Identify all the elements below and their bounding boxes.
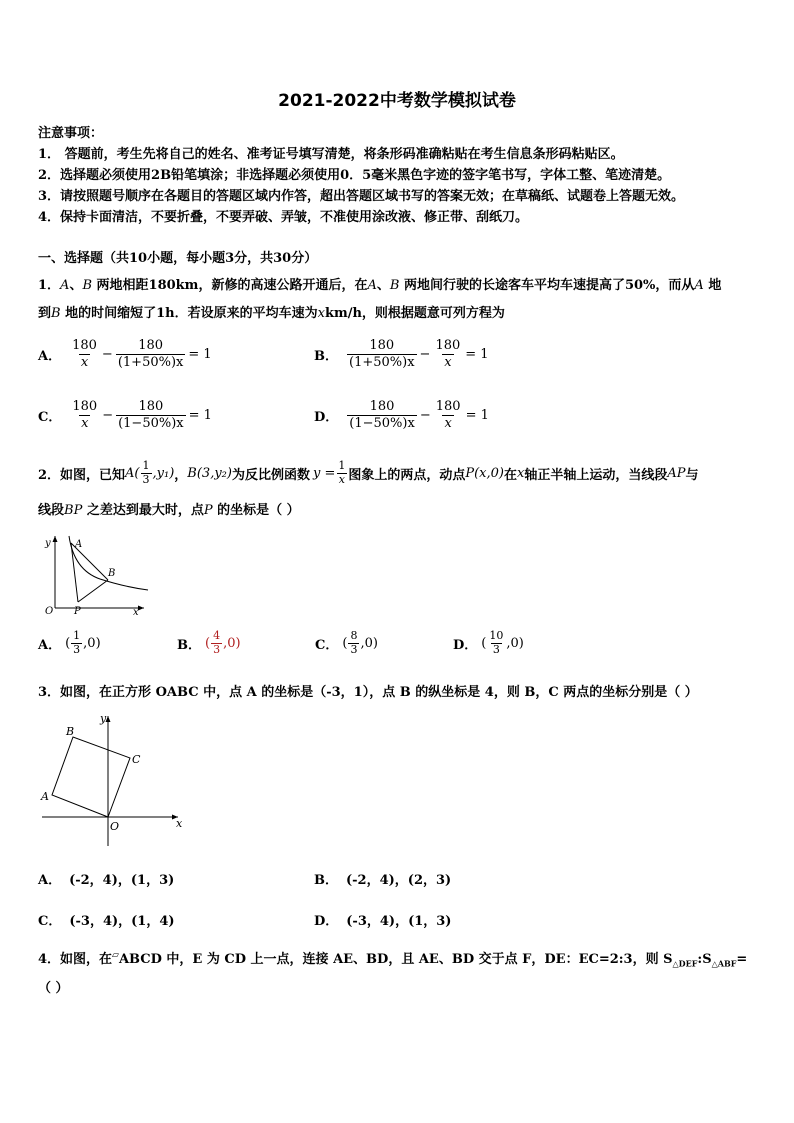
q1-point-a: A bbox=[367, 278, 377, 293]
q1-variable-x: x bbox=[317, 306, 325, 321]
rhs: = 1 bbox=[465, 408, 489, 424]
option-label: B． bbox=[314, 349, 338, 365]
option-label: A． bbox=[38, 349, 62, 365]
denominator: (1+50%)x bbox=[117, 355, 184, 371]
q4-text-line1 bbox=[38, 948, 747, 969]
option-text: (-3，4)，(1，3) bbox=[346, 914, 452, 929]
q2-text-part: 线段 bbox=[38, 503, 65, 518]
point-value: ( $\frac{1}{3}$ ,0) bbox=[65, 629, 101, 656]
fraction bbox=[116, 399, 186, 433]
numerator: 180 bbox=[72, 399, 98, 414]
label-x: x bbox=[176, 817, 183, 830]
label-p: P bbox=[74, 606, 81, 617]
numerator: 180 bbox=[72, 338, 97, 353]
q3-text: 3．如图，在正方形 OABC 中，点 A 的坐标是（-3，1），点 B 的纵坐标是 4，则 B，C 两点的坐标分别是（ ） bbox=[38, 685, 698, 700]
option-label: D． bbox=[453, 637, 478, 653]
label-a: A bbox=[41, 790, 49, 803]
fraction bbox=[348, 630, 359, 656]
q2-text-part: 的坐标是（ ） bbox=[212, 503, 300, 518]
q2-option-c[interactable] bbox=[315, 630, 378, 656]
q4-text-line2: （ ） bbox=[38, 981, 69, 996]
label-c: C bbox=[132, 753, 141, 766]
q1-point-b: B bbox=[51, 306, 61, 321]
q2-segment-ap: AP bbox=[667, 465, 686, 481]
fraction bbox=[347, 338, 417, 372]
option-label: B． bbox=[314, 873, 338, 888]
q3-option-c[interactable] bbox=[38, 910, 175, 929]
q1-option-c[interactable] bbox=[38, 399, 214, 433]
y-axis-arrow bbox=[53, 536, 58, 542]
q2-text-part: 与 bbox=[685, 467, 699, 483]
label-y: y bbox=[45, 538, 51, 549]
label-y: y bbox=[100, 712, 107, 725]
equation: $\frac{180}{(1+50\%)x}$ − $\frac{180}{x}$ = 1 bbox=[349, 338, 489, 371]
q2-function-lhs: y = bbox=[312, 465, 336, 481]
point-value: ( $\frac{8}{3}$ ,0) bbox=[342, 629, 378, 656]
numerator: 180 bbox=[138, 338, 164, 353]
q3-figure bbox=[36, 710, 188, 850]
q1-text-part: 两地相距180km，新修的高速公路开通后，在 bbox=[92, 278, 368, 293]
q2-text-part: 图象上的两点，动点 bbox=[348, 467, 466, 483]
rhs: = 1 bbox=[188, 347, 212, 363]
q1-option-b[interactable] bbox=[314, 338, 491, 372]
q1-option-d[interactable] bbox=[314, 399, 491, 433]
q3-option-d[interactable] bbox=[314, 910, 451, 929]
label-b: B bbox=[66, 725, 75, 738]
label-a: A bbox=[75, 539, 83, 550]
numerator: 180 bbox=[435, 338, 461, 353]
q2-option-a[interactable] bbox=[38, 630, 101, 656]
notes-item-2: 2．选择题必须使用2B铅笔填涂；非选择题必须使用0．5毫米黑色字迹的签字笔书写，字体工整、笔迹清楚。 bbox=[38, 168, 671, 183]
denominator: 3 bbox=[142, 472, 150, 486]
denominator: 3 bbox=[350, 642, 358, 656]
numerator: 1 bbox=[73, 629, 81, 642]
option-label: D． bbox=[314, 410, 339, 426]
denominator: (1−50%)x bbox=[349, 416, 415, 432]
segment-bp bbox=[78, 580, 108, 602]
fraction bbox=[71, 630, 82, 656]
denominator: x bbox=[444, 416, 452, 432]
q1-number: 1． bbox=[38, 278, 61, 293]
option-label: C． bbox=[38, 914, 62, 929]
denominator: 3 bbox=[213, 642, 221, 656]
denominator: x bbox=[444, 355, 452, 371]
q2-text-part: 之差达到最大时，点 bbox=[82, 503, 204, 518]
fraction bbox=[70, 338, 99, 372]
segment-ap bbox=[71, 543, 78, 602]
x-axis-arrow bbox=[138, 606, 144, 611]
denominator: x bbox=[338, 472, 345, 486]
rhs: = 1 bbox=[188, 408, 212, 424]
numerator: 180 bbox=[138, 399, 164, 414]
option-text: (-2，4)，(1，3) bbox=[69, 873, 175, 888]
q2-x-axis: x bbox=[517, 465, 525, 481]
q1-text-line1 bbox=[38, 274, 721, 293]
option-label: B． bbox=[177, 637, 201, 653]
q1-text-part: 两地间行驶的长途客车平均车速提高了50%，而从 bbox=[399, 278, 695, 293]
q4-text-part: :S bbox=[697, 952, 712, 967]
option-text: (-3，4)，(1，4) bbox=[69, 914, 175, 929]
q1-point-b: B bbox=[82, 278, 93, 293]
q1-point-a: A bbox=[60, 278, 70, 293]
point-tail: ,0) bbox=[360, 635, 378, 651]
rhs: = 1 bbox=[465, 347, 489, 363]
numerator: 8 bbox=[350, 629, 358, 642]
denominator: (1−50%)x bbox=[118, 416, 184, 432]
q2-point-p: P(x,0) bbox=[465, 465, 504, 481]
equation: $\frac{180}{(1-50\%)x}$ − $\frac{180}{x}$ = 1 bbox=[349, 399, 489, 432]
fraction bbox=[433, 338, 462, 372]
q2-fraction bbox=[141, 460, 152, 486]
q4-subscript: △DEF bbox=[672, 958, 698, 969]
q2-point-a: A( bbox=[125, 465, 140, 481]
section-heading: 一、选择题（共10小题，每小题3分，共30分） bbox=[38, 251, 318, 266]
q1-point-b: B bbox=[389, 278, 400, 293]
denominator: (1+50%)x bbox=[349, 355, 415, 371]
q2-text-part: 2．如图，已知 bbox=[38, 467, 126, 483]
q1-option-a[interactable] bbox=[38, 338, 214, 372]
q1-sep: 、 bbox=[376, 278, 390, 293]
q1-text-part: 地 bbox=[703, 278, 722, 293]
q1-point-a: A bbox=[694, 278, 704, 293]
notes-item-1: 1． 答题前，考生先将自己的姓名、准考证号填写清楚，将条形码准确粘贴在考生信息条形码粘贴区。 bbox=[38, 147, 624, 162]
q2-text-line1 bbox=[38, 460, 699, 486]
numerator: 1 bbox=[338, 459, 346, 472]
q3-option-a[interactable] bbox=[38, 869, 174, 888]
q2-text-line2 bbox=[38, 499, 300, 518]
q4-text-part: = bbox=[736, 952, 748, 967]
point-value: ( $\frac{4}{3}$ ,0) bbox=[205, 629, 241, 656]
q2-text-part: 为反比例函数 bbox=[231, 467, 310, 483]
option-label: C． bbox=[38, 410, 62, 426]
label-x: x bbox=[133, 607, 139, 618]
q4-subscript: △ABF bbox=[711, 958, 737, 969]
fraction bbox=[70, 399, 99, 433]
option-label: C． bbox=[315, 637, 339, 653]
equation: $\frac{180}{x}$ − $\frac{180}{(1+50\%)x}$ = 1 bbox=[72, 338, 212, 371]
q1-text-part: km/h，则根据题意可列方程为 bbox=[324, 306, 505, 321]
q1-text-part: 到 bbox=[38, 306, 52, 321]
numerator: 4 bbox=[213, 629, 221, 642]
option-label: A． bbox=[38, 637, 62, 653]
point-value: ( $\frac{10}{3}$ ,0) bbox=[481, 629, 524, 656]
point-tail: ,0) bbox=[506, 635, 524, 651]
q2-point-a-rest: ,y₁) bbox=[152, 465, 175, 481]
numerator: 180 bbox=[369, 399, 395, 414]
notes-item-3: 3．请按照题号顺序在各题目的答题区域内作答，超出答题区域书写的答案无效；在草稿纸、试题卷上答题无效。 bbox=[38, 189, 685, 204]
numerator: 180 bbox=[369, 338, 395, 353]
denominator: 3 bbox=[492, 642, 500, 656]
q2-function-fraction bbox=[336, 460, 347, 486]
point-tail: ,0) bbox=[83, 635, 101, 651]
q2-option-b[interactable] bbox=[177, 630, 241, 656]
notes-heading: 注意事项： bbox=[38, 126, 104, 141]
fraction bbox=[211, 630, 222, 656]
q4-text-part: 4．如图，在 bbox=[38, 952, 113, 967]
q2-figure bbox=[40, 530, 156, 618]
q2-option-d[interactable] bbox=[453, 630, 524, 656]
q2-point-b: B(3,y₂) bbox=[187, 465, 232, 481]
q3-option-b[interactable] bbox=[314, 869, 451, 888]
denominator: x bbox=[81, 416, 89, 432]
label-o: O bbox=[110, 820, 120, 833]
square-oabc bbox=[52, 737, 130, 817]
point-tail: ,0) bbox=[223, 635, 241, 651]
q2-sep: ， bbox=[174, 467, 188, 483]
numerator: 10 bbox=[489, 629, 504, 642]
label-o: O bbox=[45, 606, 54, 617]
denominator: x bbox=[80, 355, 89, 371]
q1-sep: 、 bbox=[69, 278, 83, 293]
label-b: B bbox=[108, 568, 116, 579]
q2-segment-bp: BP bbox=[64, 503, 83, 518]
numerator: 180 bbox=[435, 399, 461, 414]
fraction bbox=[116, 338, 186, 372]
option-label: A． bbox=[38, 873, 62, 888]
denominator: 3 bbox=[73, 642, 81, 656]
parallelogram-symbol: ▱ bbox=[112, 950, 119, 961]
page-title: 2021-2022中考数学模拟试卷 bbox=[278, 91, 516, 111]
fraction bbox=[434, 399, 463, 433]
numerator: 1 bbox=[142, 459, 150, 472]
option-text: (-2，4)，(2，3) bbox=[346, 873, 452, 888]
y-axis-arrow bbox=[106, 716, 111, 722]
fraction bbox=[487, 630, 505, 656]
q2-text-part: 在 bbox=[504, 467, 518, 483]
q1-text-part: 地的时间缩短了1h．若设原来的平均车速为 bbox=[60, 306, 318, 321]
q2-point-p-label: P bbox=[203, 503, 213, 518]
q4-text-part: ABCD 中，E 为 CD 上一点，连接 AE、BD，且 AE、BD 交于点 F，DE：EC=2:3，则 S bbox=[118, 952, 673, 967]
notes-item-4: 4．保持卡面清洁，不要折叠，不要弄破、弄皱，不准使用涂改液、修正带、刮纸刀。 bbox=[38, 210, 529, 225]
option-label: D． bbox=[314, 914, 339, 929]
equation: $\frac{180}{x}$ − $\frac{180}{(1-50\%)x}$ = 1 bbox=[72, 399, 212, 432]
fraction bbox=[347, 399, 417, 433]
q1-text-line2 bbox=[38, 302, 505, 321]
q2-text-part: 轴正半轴上运动，当线段 bbox=[524, 467, 668, 483]
